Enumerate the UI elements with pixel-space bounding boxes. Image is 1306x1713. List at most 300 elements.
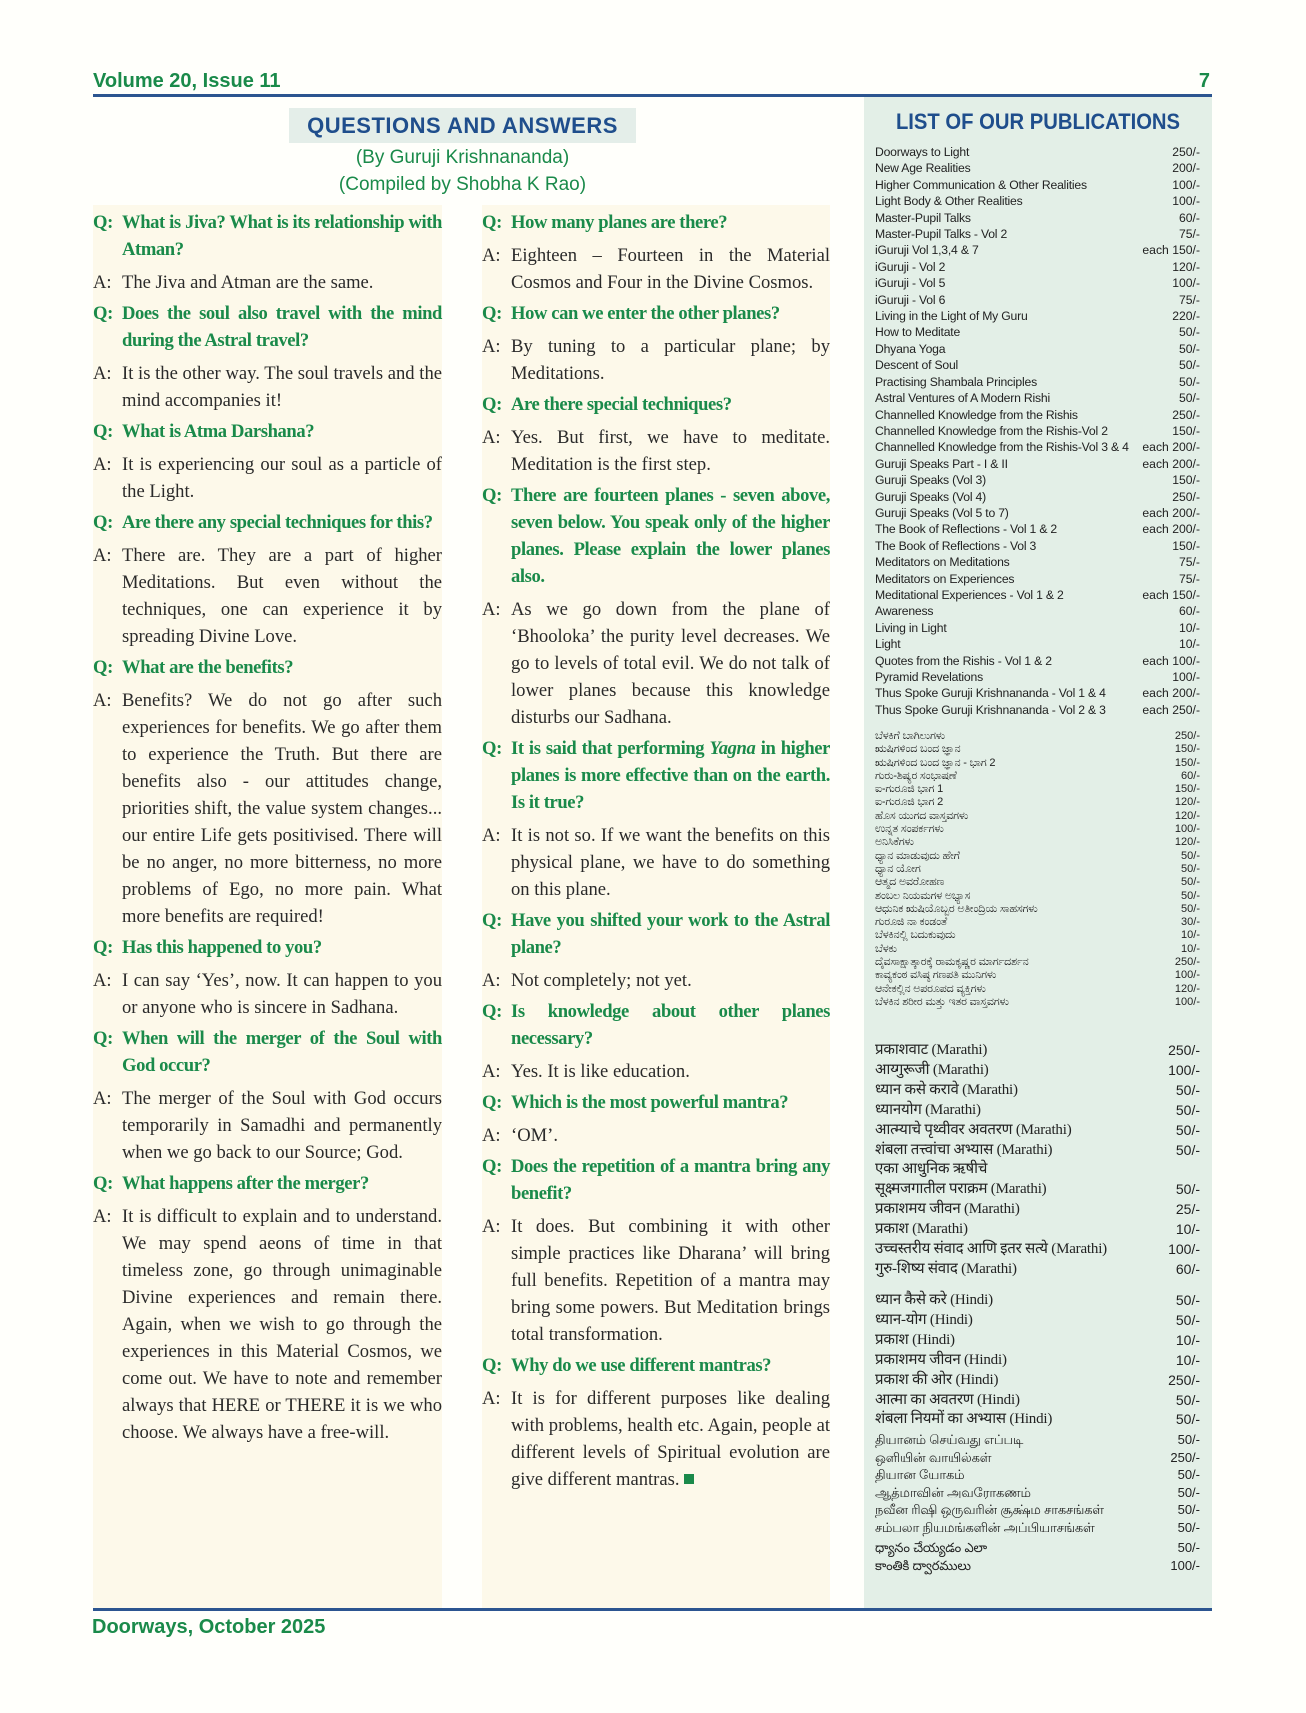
answer-label: A:: [93, 363, 112, 384]
question-text: Are there any special techniques for this?: [122, 512, 433, 533]
publication-name: ஆத்மாவின் அவரோகணம்: [875, 1484, 1031, 1500]
publication-price: 10/-: [1175, 1351, 1200, 1368]
publication-row: [875, 1101, 1200, 1121]
publication-name: Guruji Speaks (Vol 3): [875, 473, 986, 488]
publication-price: 75/-: [1178, 292, 1200, 307]
publication-name: ಋಷಿಗಳಿಂದ ಬಂದ ಜ್ಞಾನ: [875, 743, 961, 756]
publication-price: 100/-: [1174, 823, 1200, 836]
publication-price: each 150/-: [1142, 587, 1200, 602]
question-label: Q:: [93, 303, 113, 324]
publication-price: 150/-: [1172, 538, 1200, 553]
publications-tamil-list: [875, 1431, 1200, 1536]
publications-english-list: [875, 144, 1200, 718]
publication-name: ಬೆಳಕಿಗೆ ಬಾಗಿಲುಗಳು: [875, 730, 945, 742]
publications-hindi-list: [875, 1291, 1200, 1430]
question-text: Which is the most powerful mantra?: [511, 1092, 789, 1113]
publication-row: [875, 876, 1200, 889]
publication-row: [875, 850, 1200, 863]
answer-text: By tuning to a particular plane; by Meditations.: [511, 336, 830, 384]
question-label: Q:: [93, 1028, 113, 1049]
publication-name: ಆನೇಕಲ್ಲಿನ ಅಪರೂಪದ ವ್ಯಕ್ತಿಗಳು: [875, 982, 986, 995]
publication-row: [875, 636, 1200, 652]
publication-price: 150/-: [1174, 756, 1200, 769]
publication-price: 50/-: [1178, 374, 1200, 389]
publication-name: ಋಷಿಗಳಿಂದ ಬಂದ ಜ್ಞಾನ - ಭಾಗ 2: [875, 756, 996, 769]
publication-row: [875, 1160, 1200, 1180]
publication-row: [875, 1519, 1200, 1537]
publication-price: 250/-: [1168, 1371, 1200, 1388]
publication-row: [875, 1141, 1200, 1161]
publication-row: [875, 783, 1200, 796]
qa-item: [482, 391, 830, 478]
answer-label: A:: [482, 427, 501, 448]
publication-price: 50/-: [1175, 1081, 1200, 1098]
question-label: Q:: [482, 1355, 502, 1376]
question-label: Q:: [482, 394, 502, 415]
publication-row: [875, 1466, 1200, 1484]
answer-text: I can say ‘Yes’, now. It can happen to you or anyone who is sincere in Sadhana.: [122, 970, 442, 1018]
publication-row: [875, 730, 1200, 743]
publication-price: 50/-: [1175, 1292, 1200, 1308]
publication-price: 150/-: [1172, 423, 1200, 438]
publication-name: நவீன ரிஷி ஒருவரின் சூக்ஷ்ம சாகசங்கள்: [875, 1502, 1104, 1517]
publication-row: [875, 587, 1200, 603]
answer-text: The Jiva and Atman are the same.: [122, 272, 374, 293]
answer-label: A:: [482, 1061, 501, 1082]
answer: [93, 542, 442, 650]
publication-price: each 200/-: [1142, 522, 1200, 537]
publication-row: [875, 685, 1200, 701]
publication-row: [875, 374, 1200, 390]
publication-row: [875, 1449, 1200, 1467]
qa-item: [93, 509, 442, 650]
publication-name: ಶಂಬಲ ನಿಯಮಗಳ ಅಭ್ಯಾಸ: [875, 889, 971, 902]
publication-row: [875, 669, 1200, 685]
question-text: What happens after the merger?: [122, 1173, 369, 1194]
publication-price: 120/-: [1174, 796, 1200, 809]
publication-row: [875, 983, 1200, 996]
publication-price: 100/-: [1172, 670, 1200, 684]
publication-row: [875, 505, 1200, 521]
question: [93, 934, 442, 961]
publication-name: தியான யோகம்: [875, 1467, 965, 1482]
qa-item: [482, 209, 830, 296]
question-text: There are fourteen planes - seven above, seven below. You speak only of the higher planes. Please explain the lower planes also.: [511, 485, 830, 587]
question-label: Q:: [482, 738, 502, 759]
publication-price: 50/-: [1181, 902, 1200, 915]
publication-row: [875, 810, 1200, 823]
answer-text: It is for different purposes like dealing with problems, health etc. Again, people at different levels of Spiritual evolution are give different mantras.: [511, 1388, 830, 1490]
publication-price: 250/-: [1174, 730, 1200, 742]
answer-label: A:: [482, 336, 501, 357]
publication-name: Channelled Knowledge from the Rishis-Vol 2: [875, 423, 1108, 438]
publication-name: New Age Realities: [875, 161, 971, 176]
publication-price: 50/-: [1177, 1484, 1200, 1500]
publication-price: 100/-: [1170, 1558, 1200, 1573]
publication-name: Thus Spoke Guruji Krishnananda - Vol 2 & 3: [875, 702, 1106, 717]
publication-row: [875, 1220, 1200, 1240]
answer: [482, 1213, 830, 1348]
question-label: Q:: [93, 212, 113, 233]
publication-price: each 200/-: [1142, 440, 1200, 455]
question: [93, 1170, 442, 1197]
publication-price: 100/-: [1174, 995, 1200, 1008]
publication-row: [875, 357, 1200, 373]
question-label: Q:: [482, 303, 502, 324]
publication-row: [875, 275, 1200, 291]
publication-name: प्रकाश (Marathi): [875, 1221, 968, 1238]
publications-kannada-list: [875, 730, 1200, 1009]
publication-price: 50/-: [1178, 325, 1200, 340]
qa-item: [482, 907, 830, 994]
question: [482, 209, 830, 236]
publication-row: [875, 1331, 1200, 1351]
publication-name: ಉನ್ನತ ಸಂಪರ್ಕಗಳು: [875, 823, 944, 836]
publication-row: [875, 1061, 1200, 1081]
publication-price: 250/-: [1168, 1042, 1200, 1058]
publication-row: [875, 1200, 1200, 1220]
publication-name: Thus Spoke Guruji Krishnananda - Vol 1 & 4: [875, 686, 1106, 701]
publication-name: Awareness: [875, 604, 934, 619]
publication-price: 50/-: [1178, 341, 1200, 356]
question-text: Have you shifted your work to the Astral plane?: [511, 910, 830, 958]
publication-row: [875, 890, 1200, 903]
question: [482, 1089, 830, 1116]
publication-name: ಅನಿಸಿಕೆಗಳು: [875, 836, 914, 849]
publication-name: iGuruji Vol 1,3,4 & 7: [875, 243, 979, 258]
publication-price: 120/-: [1174, 982, 1200, 995]
publication-price: 100/-: [1168, 1241, 1200, 1258]
publication-row: [875, 1410, 1200, 1430]
publication-price: 50/-: [1177, 1432, 1200, 1447]
article-compiled-by: (Compiled by Shobha K Rao): [338, 174, 587, 195]
answer-text: The merger of the Soul with God occurs temporarily in Samadhi and permanently when we go back to our Source; God.: [122, 1088, 442, 1163]
answer-label: A:: [482, 1216, 501, 1237]
answer-label: A:: [93, 454, 112, 475]
publication-row: [875, 1180, 1200, 1200]
publication-row: [875, 757, 1200, 770]
publication-name: Dhyana Yoga: [875, 341, 946, 356]
publication-price: 100/-: [1172, 194, 1200, 209]
publication-name: ಐ-ಗುರೂಜಿ ಭಾಗ 2: [875, 796, 944, 809]
publication-name: सूक्ष्मजगातील पराक्रम (Marathi): [875, 1181, 1047, 1198]
publication-row: [875, 916, 1200, 929]
publication-price: 200/-: [1172, 161, 1200, 176]
publication-row: [875, 1311, 1200, 1331]
publication-price: 50/-: [1175, 1411, 1200, 1428]
publication-name: தியானம் செய்வது எப்படி: [875, 1432, 1024, 1447]
question-text: How many planes are there?: [511, 212, 728, 233]
article-byline: (By Guruji Krishnananda): [355, 147, 570, 168]
publication-row: [875, 1431, 1200, 1449]
publication-name: Channelled Knowledge from the Rishis-Vol 3 & 4: [875, 440, 1129, 455]
publication-price: 150/-: [1174, 743, 1200, 756]
publication-name: ಗುರೂಜಿ ನಾ ಕಂಡಂತೆ: [875, 916, 947, 929]
publication-price: 50/-: [1177, 1519, 1200, 1535]
publication-row: [875, 407, 1200, 423]
publication-name: उच्चस्तरीय संवाद आणि इतर सत्ये (Marathi): [875, 1241, 1107, 1258]
publications-telugu-list: [875, 1539, 1200, 1575]
publication-name: Descent of Soul: [875, 358, 959, 373]
publication-row: [875, 770, 1200, 783]
publication-name: एका आधुनिक ऋषीचे: [875, 1161, 988, 1178]
question-label: Q:: [93, 657, 113, 678]
publication-row: [875, 836, 1200, 849]
publication-row: [875, 1391, 1200, 1411]
answer-text: There are. They are a part of higher Meditations. But even without the techniques, one can experience it by spreading Divine Love.: [122, 545, 442, 647]
publication-price: 10/-: [1175, 1331, 1200, 1348]
question: [482, 300, 830, 327]
question-text: Does the repetition of a mantra bring any benefit?: [511, 1156, 830, 1204]
publication-price: 50/-: [1178, 358, 1200, 373]
publication-price: 50/-: [1175, 1181, 1200, 1198]
publication-price: 50/-: [1178, 391, 1200, 406]
publication-price: 250/-: [1170, 1449, 1200, 1465]
volume-issue-header: Volume 20, Issue 11: [93, 70, 281, 92]
publication-row: [875, 144, 1200, 160]
question-label: Q:: [482, 1092, 502, 1113]
publication-name: ಧ್ಯಾನ ಯೋಗ: [875, 862, 921, 875]
answer-text: Not completely; not yet.: [511, 970, 692, 991]
publication-price: 50/-: [1181, 862, 1200, 875]
publications-title: LIST OF OUR PUBLICATIONS: [895, 109, 1181, 134]
publication-name: Guruji Speaks (Vol 5 to 7): [875, 505, 1009, 520]
answer: [482, 822, 830, 903]
question-text: It is said that performing Yagna in higher planes is more effective than on the earth. Is it true?: [511, 738, 830, 813]
publication-price: each 150/-: [1142, 243, 1200, 258]
publication-name: కాంతికి ద్వారములు: [875, 1558, 971, 1573]
question: [93, 654, 442, 681]
publication-name: ध्यान कैसे करे (Hindi): [875, 1292, 993, 1308]
publication-name: प्रकाशवाट (Marathi): [875, 1042, 988, 1058]
publication-name: ध्यान-योग (Hindi): [875, 1311, 973, 1328]
publication-name: Pyramid Revelations: [875, 670, 983, 684]
publication-name: आत्म्याचे पृथ्वीवर अवतरण (Marathi): [875, 1121, 1072, 1138]
qa-item: [93, 1170, 442, 1446]
publication-name: Living in Light: [875, 620, 947, 635]
publication-price: 60/-: [1175, 1260, 1200, 1277]
publication-row: [875, 1501, 1200, 1519]
publication-name: How to Meditate: [875, 325, 961, 340]
answer: [482, 967, 830, 994]
publication-row: [875, 210, 1200, 226]
publication-name: Higher Communication & Other Realities: [875, 177, 1087, 192]
publication-row: [875, 1371, 1200, 1391]
publication-name: ದೈವಸಾಕ್ಷಾತ್ಕಾರಕ್ಕೆ ರಾಮಕೃಷ್ಣರ ಮಾರ್ಗದರ್ಶನ: [875, 956, 1029, 969]
publication-name: Living in the Light of My Guru: [875, 309, 1028, 324]
question-label: Q:: [93, 421, 113, 442]
answer-text: As we go down from the plane of ‘Bhooloka’ the purity level decreases. We go to levels of total evil. We do not talk of lower planes because this knowledge disturbs our Sadhana.: [511, 599, 830, 728]
answer: [482, 1385, 830, 1493]
publication-name: ಬೆಳಕಿನ ಶರೀರ ಮತ್ತು ಇತರ ವಾಸ್ತವಗಳು: [875, 995, 1009, 1008]
answer: [482, 242, 830, 296]
publication-row: [875, 423, 1200, 439]
publication-price: 100/-: [1174, 969, 1200, 982]
publication-row: [875, 743, 1200, 756]
answer: [482, 1058, 830, 1085]
publication-name: ಆಧುನಿಕ ಋಷಿಯೊಬ್ಬರ ಅತೀಂದ್ರಿಯ ಸಾಹಸಗಳು: [875, 902, 1038, 915]
publication-name: Practising Shambala Principles: [875, 374, 1037, 389]
publication-row: [875, 1539, 1200, 1557]
publication-price: 50/-: [1181, 849, 1200, 862]
answer-text: Yes. It is like education.: [511, 1061, 690, 1082]
publication-name: ಕಾವ್ಯಕಂಠ ವಸಿಷ್ಠ ಗಣಪತಿ ಮುನಿಗಳು: [875, 969, 997, 982]
publication-row: [875, 1557, 1200, 1575]
publication-price: 50/-: [1177, 1502, 1200, 1517]
question: [93, 509, 442, 536]
publication-row: [875, 242, 1200, 258]
question: [482, 391, 830, 418]
answer-label: A:: [482, 599, 501, 620]
publication-row: [875, 571, 1200, 587]
publication-name: Light Body & Other Realities: [875, 194, 1023, 209]
publication-price: 10/-: [1181, 929, 1200, 942]
publication-row: [875, 472, 1200, 488]
qa-item: [482, 482, 830, 731]
answer: [482, 596, 830, 731]
publication-price: 75/-: [1178, 571, 1200, 586]
publication-name: गुरु-शिष्य संवाद (Marathi): [875, 1260, 1017, 1277]
question: [93, 418, 442, 445]
publication-price: 220/-: [1172, 309, 1200, 324]
publication-name: Meditators on Meditations: [875, 555, 1010, 570]
publication-price: 75/-: [1178, 227, 1200, 242]
publication-price: 120/-: [1172, 259, 1200, 274]
publication-row: [875, 1351, 1200, 1371]
qa-column-middle: [482, 205, 830, 1608]
answer: [482, 333, 830, 387]
question-text: Is knowledge about other planes necessary?: [511, 1001, 830, 1049]
publication-name: प्रकाश की ओर (Hindi): [875, 1371, 999, 1388]
publication-name: ಬೆಳಕಿನಲ್ಲಿ ಬದುಕುವುದು: [875, 929, 956, 942]
publication-name: Doorways to Light: [875, 145, 970, 159]
publication-price: 10/-: [1178, 637, 1200, 652]
question-text: When will the merger of the Soul with God occur?: [122, 1028, 442, 1076]
publication-row: [875, 1291, 1200, 1311]
publication-name: Light: [875, 637, 901, 652]
publication-row: [875, 160, 1200, 176]
publication-row: [875, 969, 1200, 982]
publication-row: [875, 996, 1200, 1009]
publication-row: [875, 653, 1200, 669]
answer-label: A:: [93, 272, 112, 293]
publication-row: [875, 259, 1200, 275]
publication-price: each 250/-: [1142, 702, 1200, 717]
publication-row: [875, 324, 1200, 340]
publication-name: Master-Pupil Talks: [875, 210, 971, 225]
answer: [93, 360, 442, 414]
publication-price: 150/-: [1172, 473, 1200, 488]
publication-name: The Book of Reflections - Vol 3: [875, 538, 1037, 553]
qa-item: [93, 209, 442, 296]
publication-name: The Book of Reflections - Vol 1 & 2: [875, 522, 1058, 537]
publication-price: 50/-: [1181, 876, 1200, 889]
answer: [482, 1122, 830, 1149]
publication-row: [875, 1081, 1200, 1101]
publication-row: [875, 341, 1200, 357]
publication-row: [875, 863, 1200, 876]
publication-name: आय्गुरूजी (Marathi): [875, 1061, 989, 1078]
answer: [482, 424, 830, 478]
publication-price: each 200/-: [1142, 686, 1200, 701]
question-text: What is Jiva? What is its relationship with Atman?: [122, 212, 442, 260]
publication-name: Astral Ventures of A Modern Rishi: [875, 391, 1050, 406]
publication-price: 100/-: [1172, 276, 1200, 291]
publication-price: 30/-: [1181, 916, 1200, 929]
qa-item: [93, 654, 442, 930]
publication-name: iGuruji - Vol 6: [875, 292, 946, 307]
answer-label: A:: [482, 1125, 501, 1146]
issue-footer: Doorways, October 2025: [92, 1616, 326, 1638]
publication-price: 50/-: [1175, 1101, 1200, 1118]
end-of-article-icon: [684, 1474, 694, 1484]
publication-row: [875, 554, 1200, 570]
publication-row: [875, 456, 1200, 472]
page-number: 7: [1198, 70, 1210, 92]
publication-row: [875, 538, 1200, 554]
publication-name: ధ్యానం చేయ్యడం ఎలా: [875, 1540, 987, 1555]
article-title: QUESTIONS AND ANSWERS: [289, 108, 636, 143]
publication-price: 120/-: [1174, 809, 1200, 822]
publication-name: Guruji Speaks Part - I & II: [875, 456, 1008, 471]
publication-name: Meditational Experiences - Vol 1 & 2: [875, 587, 1064, 602]
publication-price: 25/-: [1175, 1201, 1200, 1218]
answer: [93, 269, 442, 296]
publication-name: ಆತ್ಮದ ಅವರೋಹಣ: [875, 876, 945, 889]
publication-row: [875, 956, 1200, 969]
publication-price: 50/-: [1175, 1391, 1200, 1408]
answer-label: A:: [93, 545, 112, 566]
publication-row: [875, 308, 1200, 324]
publication-price: 50/-: [1175, 1121, 1200, 1138]
question: [482, 735, 830, 816]
answer: [93, 967, 442, 1021]
publication-price: 60/-: [1181, 769, 1200, 782]
question-label: Q:: [482, 910, 502, 931]
publication-price: 250/-: [1172, 489, 1200, 504]
publication-name: ಐ-ಗುರೂಜಿ ಭಾಗ 1: [875, 783, 944, 796]
answer-text: ‘OM’.: [511, 1125, 558, 1146]
publication-price: 10/-: [1175, 1221, 1200, 1238]
publication-row: [875, 177, 1200, 193]
publication-price: each 200/-: [1142, 505, 1200, 520]
question-text: Has this happened to you?: [122, 937, 322, 958]
publication-name: Master-Pupil Talks - Vol 2: [875, 227, 1008, 242]
footer-divider: [93, 1608, 1212, 1611]
publication-price: each 100/-: [1142, 653, 1200, 668]
qa-item: [482, 1352, 830, 1493]
question-label: Q:: [482, 485, 502, 506]
publication-name: Guruji Speaks (Vol 4): [875, 489, 986, 504]
publication-name: ಗುರು-ಶಿಷ್ಯರ ಸಂಭಾಷಣೆ: [875, 769, 957, 782]
answer-label: A:: [482, 1388, 501, 1409]
qa-item: [482, 735, 830, 903]
publication-name: Meditators on Experiences: [875, 571, 1015, 586]
publication-name: ஒளியின் வாயில்கள்: [875, 1449, 992, 1465]
question-label: Q:: [93, 512, 113, 533]
publication-price: 50/-: [1175, 1311, 1200, 1328]
publication-row: [875, 1484, 1200, 1502]
publication-price: 50/-: [1177, 1540, 1200, 1555]
answer: [93, 687, 442, 930]
publication-row: [875, 439, 1200, 455]
publication-price: 60/-: [1178, 604, 1200, 619]
publication-price: 250/-: [1174, 956, 1200, 969]
answer-text: Eighteen – Fourteen in the Material Cosmos and Four in the Divine Cosmos.: [511, 245, 830, 293]
qa-item: [93, 1025, 442, 1166]
answer-label: A:: [482, 825, 501, 846]
publication-row: [875, 929, 1200, 942]
